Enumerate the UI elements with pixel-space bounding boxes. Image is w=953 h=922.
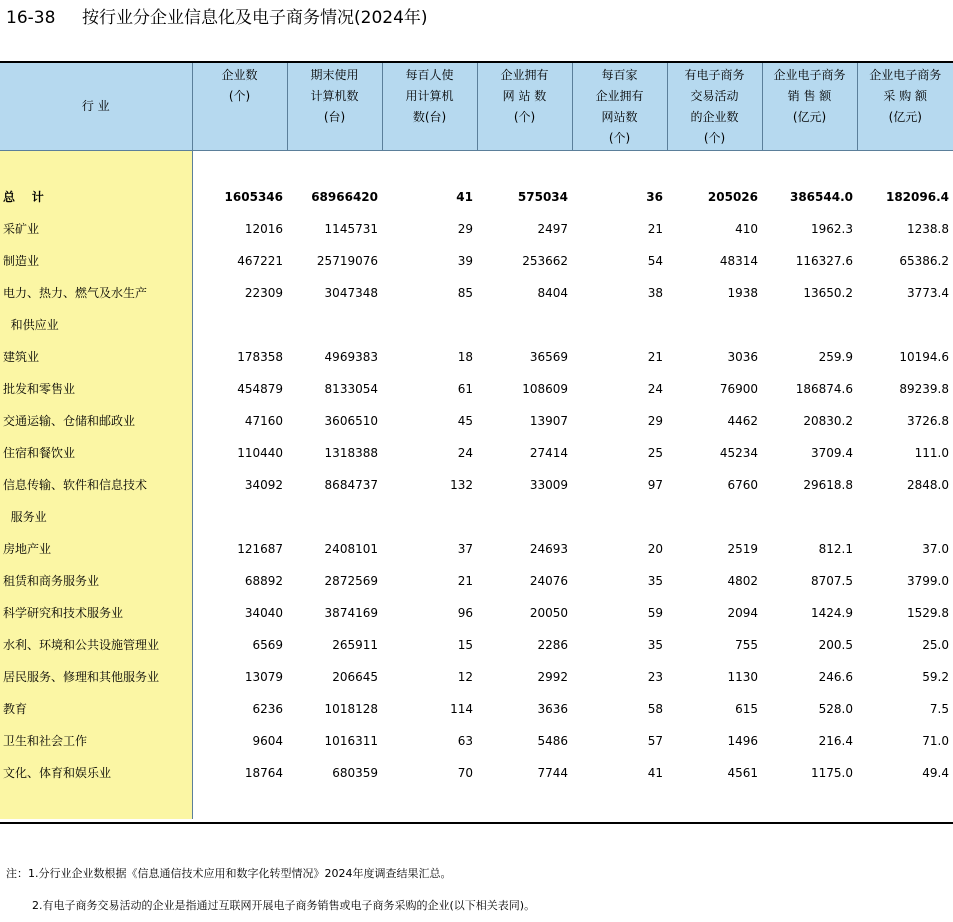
value-cell-col-5 [572,309,667,341]
value-cell-col-2: 4969383 [324,350,378,364]
value-cell-col-8: 3773.4 [907,286,949,300]
table-row [0,597,953,629]
spacer-row [0,789,953,819]
header-col-6-line-4: (个) [703,131,726,145]
statistics-table-frame [0,61,953,824]
header-col-2-line-1: 期末使用 [310,68,359,82]
value-cell-col-3: 63 [457,734,473,748]
header-col-7-line-2: 销 售 额 [787,89,832,103]
value-cell-col-3: 85 [457,286,473,300]
value-cell-col-6: 1130 [727,670,758,684]
value-cell-col-2: 2872569 [324,574,378,588]
industry-cell: 卫生和社会工作 [0,725,192,757]
industry-cell [0,789,192,819]
table-row [0,469,953,501]
value-cell-col-7: 386544.0 [789,190,853,204]
table-row [0,245,953,277]
value-cell-col-5: 58 [647,702,663,716]
header-col-3-line-1: 每百人使 [405,68,454,82]
value-cell-col-5: 21 [647,350,663,364]
value-cell-col-7: 186874.6 [795,382,853,396]
table-row [0,661,953,693]
industry-cell: 文化、体育和娱乐业 [0,757,192,789]
value-cell-col-3: 18 [457,350,473,364]
value-cell-col-8 [857,309,953,341]
value-cell-col-3: 15 [457,638,473,652]
value-cell-col-5: 35 [647,574,663,588]
value-cell-col-2: 25719076 [316,254,378,268]
value-cell-col-5: 35 [647,638,663,652]
value-cell-col-8: 1529.8 [907,606,949,620]
footnote-2: 2.有电子商务交易活动的企业是指通过互联网开展电子商务销售或电子商务采购的企业(以下相关表同)。 [32,899,536,912]
table-row [0,757,953,789]
header-col-2-line-3: (台) [323,110,346,124]
value-cell-col-6: 4462 [727,414,758,428]
value-cell-col-5: 54 [647,254,663,268]
table-row [0,565,953,597]
value-cell-col-2 [287,501,382,533]
value-cell-col-8: 65386.2 [899,254,949,268]
header-row [0,63,953,151]
value-cell-col-8 [857,789,953,819]
value-cell-col-7: 1962.3 [811,222,853,236]
value-cell-col-1: 22309 [244,286,283,300]
value-cell-col-8: 182096.4 [885,190,949,204]
value-cell-col-2 [287,151,382,182]
value-cell-col-1: 13079 [244,670,283,684]
value-cell-col-3: 96 [457,606,473,620]
industry-cell [0,151,192,182]
value-cell-col-3: 132 [450,478,473,492]
industry-cell: 交通运输、仓储和邮政业 [0,405,192,437]
value-cell-col-7: 812.1 [818,542,853,556]
header-col-8-line-3: (亿元) [888,110,922,124]
industry-cell: 租赁和商务服务业 [0,565,192,597]
value-cell-col-5: 59 [647,606,663,620]
spacer-row [0,151,953,182]
value-cell-col-5: 57 [647,734,663,748]
value-cell-col-3: 29 [457,222,473,236]
value-cell-col-4: 253662 [522,254,568,268]
value-cell-col-4: 2497 [537,222,568,236]
value-cell-col-1 [192,151,287,182]
value-cell-col-8: 49.4 [922,766,949,780]
value-cell-col-5: 97 [647,478,663,492]
value-cell-col-2: 680359 [332,766,378,780]
value-cell-col-1: 6236 [252,702,283,716]
value-cell-col-3: 45 [457,414,473,428]
value-cell-col-7 [762,789,857,819]
header-col-3-line-2: 用计算机 [405,89,454,103]
value-cell-col-1: 6569 [252,638,283,652]
table-body [0,151,953,820]
value-cell-col-4: 575034 [517,190,568,204]
industry-cell: 采矿业 [0,213,192,245]
header-col-5-line-1: 每百家 [601,68,638,82]
value-cell-col-6: 615 [735,702,758,716]
value-cell-col-6: 76900 [719,382,758,396]
header-col-1-line-1: 企业数 [221,68,258,82]
value-cell-col-1: 12016 [244,222,283,236]
value-cell-col-7: 1175.0 [811,766,853,780]
value-cell-col-1: 121687 [237,542,283,556]
value-cell-col-1: 9604 [252,734,283,748]
header-col-1-line-2: (个) [228,89,251,103]
value-cell-col-4: 2992 [537,670,568,684]
value-cell-col-1: 178358 [237,350,283,364]
table-row [0,341,953,373]
value-cell-col-4 [477,151,572,182]
header-col-6-line-1: 有电子商务 [684,68,745,82]
value-cell-col-6: 48314 [719,254,758,268]
value-cell-col-4: 13907 [529,414,568,428]
industry-cell: 和供应业 [0,309,192,341]
table-row [0,533,953,565]
value-cell-col-6: 205026 [707,190,758,204]
value-cell-col-5: 25 [647,446,663,460]
value-cell-col-6: 755 [735,638,758,652]
industry-cell: 电力、热力、燃气及水生产 [0,277,192,309]
header-industry: 行 业 [0,63,192,151]
value-cell-col-2: 1016311 [324,734,378,748]
value-cell-col-3: 39 [457,254,473,268]
value-cell-col-3: 114 [450,702,473,716]
value-cell-col-5: 36 [646,190,663,204]
value-cell-col-7: 116327.6 [795,254,853,268]
value-cell-col-7: 528.0 [818,702,853,716]
value-cell-col-3 [382,309,477,341]
value-cell-col-3 [382,789,477,819]
value-cell-col-5: 23 [647,670,663,684]
value-cell-col-3: 21 [457,574,473,588]
value-cell-col-7: 259.9 [818,350,853,364]
value-cell-col-4: 2286 [537,638,568,652]
value-cell-col-4: 24076 [529,574,568,588]
value-cell-col-6: 4561 [727,766,758,780]
industry-cell: 建筑业 [0,341,192,373]
industry-cell: 信息传输、软件和信息技术 [0,469,192,501]
value-cell-col-1: 68892 [244,574,283,588]
header-col-6-line-2: 交易活动 [690,89,739,103]
value-cell-col-6 [667,789,762,819]
industry-cell: 制造业 [0,245,192,277]
value-cell-col-7 [762,309,857,341]
value-cell-col-2: 1318388 [324,446,378,460]
industry-cell: 房地产业 [0,533,192,565]
table-row [0,725,953,757]
value-cell-col-3: 70 [457,766,473,780]
total-row [0,181,953,213]
value-cell-col-2: 8684737 [324,478,378,492]
value-cell-col-2: 1145731 [324,222,378,236]
value-cell-col-4: 20050 [529,606,568,620]
value-cell-col-2: 2408101 [324,542,378,556]
value-cell-col-4: 33009 [529,478,568,492]
table-number: 16-38 [6,8,56,28]
value-cell-col-4: 27414 [529,446,568,460]
value-cell-col-8: 3726.8 [907,414,949,428]
value-cell-col-8 [857,501,953,533]
value-cell-col-5: 38 [647,286,663,300]
value-cell-col-3 [382,501,477,533]
value-cell-col-6: 4802 [727,574,758,588]
value-cell-col-2 [287,789,382,819]
value-cell-col-8 [857,151,953,182]
industry-cell: 水利、环境和公共设施管理业 [0,629,192,661]
value-cell-col-6: 45234 [719,446,758,460]
header-col-8 [857,63,953,151]
value-cell-col-3: 37 [457,542,473,556]
value-cell-col-4 [477,309,572,341]
table-row [0,629,953,661]
value-cell-col-6: 2519 [727,542,758,556]
value-cell-col-5 [572,151,667,182]
value-cell-col-7: 200.5 [818,638,853,652]
value-cell-col-4: 24693 [529,542,568,556]
value-cell-col-8: 89239.8 [899,382,949,396]
value-cell-col-6: 410 [735,222,758,236]
value-cell-col-2 [287,309,382,341]
value-cell-col-7: 216.4 [818,734,853,748]
value-cell-col-4: 36569 [529,350,568,364]
value-cell-col-8: 71.0 [922,734,949,748]
value-cell-col-7: 8707.5 [811,574,853,588]
table-title [6,6,428,30]
value-cell-col-1: 467221 [237,254,283,268]
value-cell-col-1: 18764 [244,766,283,780]
header-col-7-line-3: (亿元) [792,110,827,124]
table-row [0,693,953,725]
industry-cell: 教育 [0,693,192,725]
footnote-1: 注：1.分行业企业数根据《信息通信技术应用和数字化转型情况》2024年度调查结果汇总。 [6,867,452,880]
header-col-5-line-3: 网站数 [601,110,638,124]
value-cell-col-5: 24 [647,382,663,396]
header-col-2-line-2: 计算机数 [310,89,359,103]
value-cell-col-6: 2094 [727,606,758,620]
value-cell-col-6: 3036 [727,350,758,364]
table-row [0,309,953,341]
header-col-6-line-3: 的企业数 [690,110,739,124]
industry-cell: 住宿和餐饮业 [0,437,192,469]
industry-cell: 科学研究和技术服务业 [0,597,192,629]
header-col-7-line-1: 企业电子商务 [773,68,846,82]
table-row [0,405,953,437]
table-row [0,501,953,533]
value-cell-col-4: 5486 [537,734,568,748]
value-cell-col-5: 29 [647,414,663,428]
value-cell-col-1 [192,789,287,819]
value-cell-col-7: 246.6 [818,670,853,684]
table-row [0,213,953,245]
value-cell-col-4: 8404 [537,286,568,300]
header-col-1 [192,63,287,151]
header-col-4-line-1: 企业拥有 [500,68,549,82]
value-cell-col-8: 111.0 [914,446,949,460]
value-cell-col-1 [192,309,287,341]
table-header [0,63,953,151]
value-cell-col-5 [572,501,667,533]
header-col-5-line-2: 企业拥有 [595,89,644,103]
value-cell-col-2: 1018128 [324,702,378,716]
value-cell-col-1: 34040 [244,606,283,620]
value-cell-col-2: 8133054 [324,382,378,396]
value-cell-col-2: 3047348 [324,286,378,300]
header-col-3-line-3: 数(台) [412,110,447,124]
value-cell-col-8: 59.2 [922,670,949,684]
header-col-5 [572,63,667,151]
table-row [0,277,953,309]
value-cell-col-7 [762,501,857,533]
value-cell-col-7 [762,151,857,182]
value-cell-col-1 [192,501,287,533]
footnotes [6,858,535,922]
industry-cell: 批发和零售业 [0,373,192,405]
value-cell-col-3: 61 [457,382,473,396]
value-cell-col-7: 29618.8 [803,478,853,492]
statistics-table [0,63,953,819]
value-cell-col-3: 24 [457,446,473,460]
header-col-8-line-1: 企业电子商务 [869,68,942,82]
value-cell-col-1: 47160 [244,414,283,428]
header-col-3 [382,63,477,151]
header-col-4-line-2: 网 站 数 [502,89,547,103]
header-col-5-line-4: (个) [608,131,631,145]
value-cell-col-1: 454879 [237,382,283,396]
value-cell-col-8: 1238.8 [907,222,949,236]
industry-cell: 总 计 [0,181,192,213]
header-col-4 [477,63,572,151]
value-cell-col-6 [667,501,762,533]
value-cell-col-3: 12 [457,670,473,684]
value-cell-col-3 [382,151,477,182]
table-row [0,437,953,469]
value-cell-col-5: 41 [647,766,663,780]
header-col-2 [287,63,382,151]
value-cell-col-2: 3874169 [324,606,378,620]
header-col-4-line-3: (个) [513,110,536,124]
value-cell-col-5: 21 [647,222,663,236]
value-cell-col-8: 2848.0 [907,478,949,492]
industry-cell: 居民服务、修理和其他服务业 [0,661,192,693]
value-cell-col-8: 7.5 [929,702,949,716]
value-cell-col-2: 206645 [332,670,378,684]
value-cell-col-4: 3636 [537,702,568,716]
header-col-8-line-2: 采 购 额 [883,89,928,103]
value-cell-col-6 [667,309,762,341]
value-cell-col-7: 20830.2 [803,414,853,428]
value-cell-col-8: 10194.6 [899,350,949,364]
value-cell-col-4 [477,501,572,533]
value-cell-col-8: 25.0 [922,638,949,652]
value-cell-col-8: 3799.0 [907,574,949,588]
value-cell-col-2: 265911 [332,638,378,652]
value-cell-col-5: 20 [647,542,663,556]
industry-cell: 服务业 [0,501,192,533]
value-cell-col-6: 1938 [727,286,758,300]
table-row [0,373,953,405]
value-cell-col-6: 6760 [727,478,758,492]
header-col-7 [762,63,857,151]
table-title-text: 按行业分企业信息化及电子商务情况(2024年) [82,8,428,28]
value-cell-col-3: 41 [456,190,473,204]
value-cell-col-2: 3606510 [324,414,378,428]
value-cell-col-4: 7744 [537,766,568,780]
value-cell-col-7: 1424.9 [811,606,853,620]
value-cell-col-1: 34092 [244,478,283,492]
value-cell-col-4: 108609 [522,382,568,396]
value-cell-col-7: 13650.2 [803,286,853,300]
value-cell-col-1: 110440 [237,446,283,460]
value-cell-col-8: 37.0 [922,542,949,556]
value-cell-col-1: 1605346 [224,190,283,204]
header-col-6 [667,63,762,151]
value-cell-col-6: 1496 [727,734,758,748]
value-cell-col-7: 3709.4 [811,446,853,460]
value-cell-col-2: 68966420 [311,190,378,204]
value-cell-col-6 [667,151,762,182]
value-cell-col-4 [477,789,572,819]
value-cell-col-5 [572,789,667,819]
